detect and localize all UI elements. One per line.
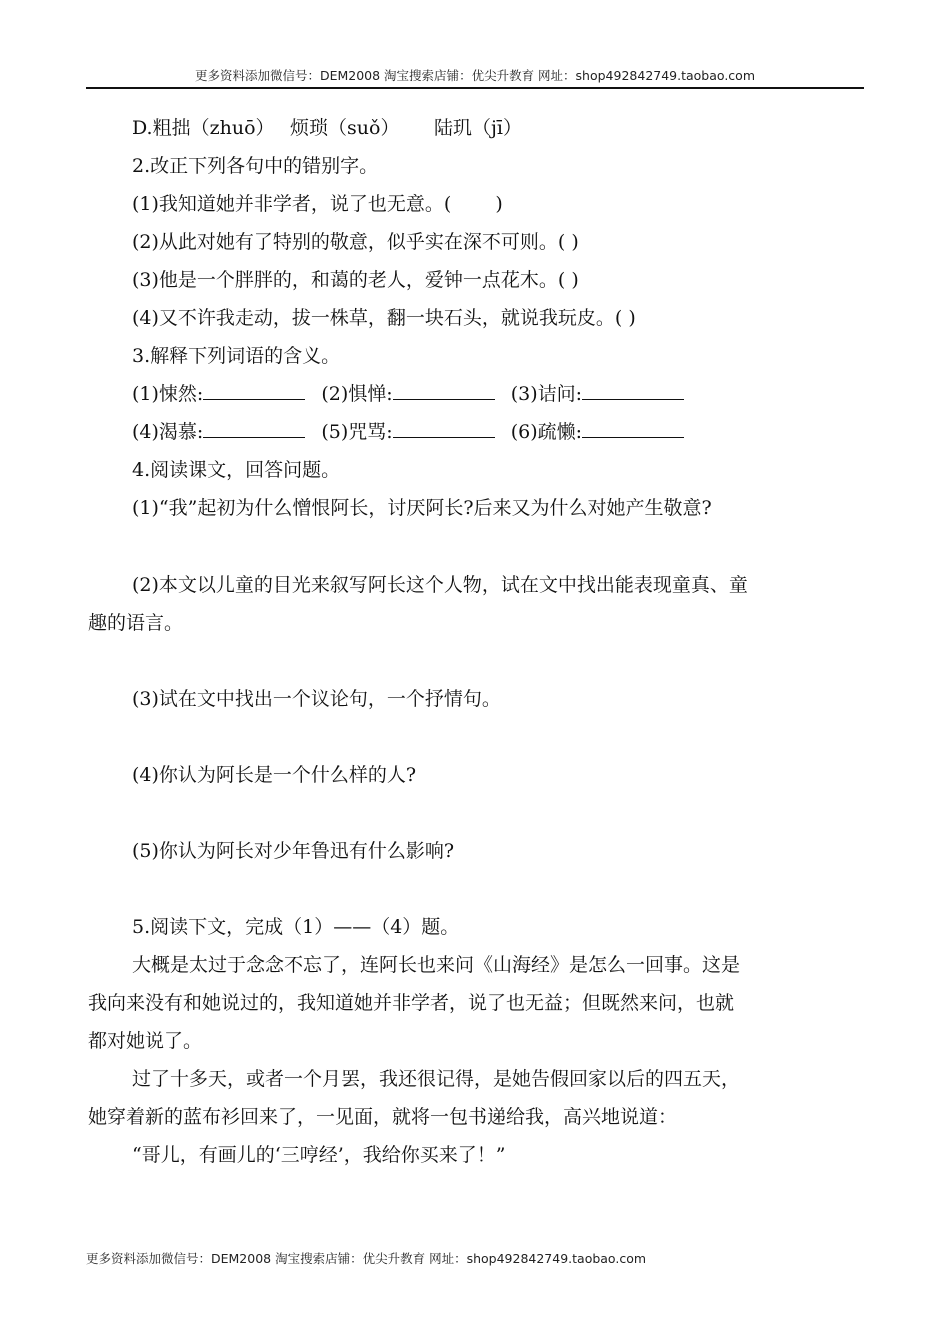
q3-term-4: (4)渴慕: — [132, 421, 204, 443]
passage-line: 她穿着新的蓝布衫回来了，一见面，就将一包书递给我，高兴地说道： — [88, 1106, 678, 1128]
q2-item-1: (1)我知道她并非学者，说了也无意。( ) — [132, 193, 503, 215]
passage-quote: “哥儿，有画儿的‘三哼经’，我给你买来了！” — [132, 1144, 506, 1166]
q3-term-2: (2)惧惮: — [321, 383, 393, 405]
q3-term-6: (6)疏懒: — [510, 421, 583, 443]
q3-row-2 — [132, 420, 694, 444]
answer-blank[interactable] — [582, 420, 684, 438]
q3-term-1: (1)悚然: — [132, 383, 204, 405]
q5-title: 5.阅读下文，完成（1）——（4）题。 — [132, 916, 460, 938]
answer-blank[interactable] — [393, 382, 495, 400]
q4-item-4: (4)你认为阿长是一个什么样的人? — [132, 764, 417, 786]
q4-item-1: (1)“我”起初为什么憎恨阿长，讨厌阿长?后来又为什么对她产生敬意? — [132, 497, 712, 519]
q2-title: 2.改正下列各句中的错别字。 — [132, 155, 379, 177]
answer-blank[interactable] — [393, 420, 495, 438]
q4-title: 4.阅读课文，回答问题。 — [132, 459, 341, 481]
q4-item-2: (2)本文以儿童的目光来叙写阿长这个人物，试在文中找出能表现童真、童 — [132, 574, 748, 596]
page-footer: 更多资料添加微信号：DEM2008 淘宝搜索店铺：优尖升教育 网址：shop492842749.taobao.com — [86, 1251, 647, 1266]
page-header: 更多资料添加微信号：DEM2008 淘宝搜索店铺：优尖升教育 网址：shop492842749.taobao.com — [194, 68, 756, 83]
answer-blank[interactable] — [203, 382, 305, 400]
answer-blank[interactable] — [582, 382, 684, 400]
q3-title: 3.解释下列词语的含义。 — [132, 345, 341, 367]
q2-item-4: (4)又不许我走动，拔一株草，翻一块石头，就说我玩皮。( ) — [132, 307, 636, 329]
q4-item-5: (5)你认为阿长对少年鲁迅有什么影响? — [132, 840, 455, 862]
q2-item-2: (2)从此对她有了特别的敬意，似乎实在深不可则。( ) — [132, 231, 579, 253]
answer-blank[interactable] — [203, 420, 305, 438]
q3-row-1 — [132, 382, 694, 406]
q2-item-3: (3)他是一个胖胖的，和蔼的老人，爱钟一点花木。( ) — [132, 269, 579, 291]
passage-line: 过了十多天，或者一个月罢，我还很记得，是她告假回家以后的四五天， — [132, 1068, 741, 1090]
q4-item-3: (3)试在文中找出一个议论句，一个抒情句。 — [132, 688, 501, 710]
q3-term-3: (3)诘问: — [510, 383, 583, 405]
passage-line: 大概是太过于念念不忘了，连阿长也来问《山海经》是怎么一回事。这是 — [132, 954, 741, 976]
q4-item-2-cont: 趣的语言。 — [88, 612, 184, 634]
passage-line: 都对她说了。 — [88, 1030, 203, 1052]
header-divider — [86, 87, 864, 89]
passage-line: 我向来没有和她说过的，我知道她并非学者，说了也无益；但既然来问，也就 — [88, 992, 735, 1014]
q1-option-d: D.粗拙（zhuō） 烦琐（suǒ） 陆玑（jī） — [132, 117, 522, 139]
q3-term-5: (5)咒骂: — [321, 421, 393, 443]
